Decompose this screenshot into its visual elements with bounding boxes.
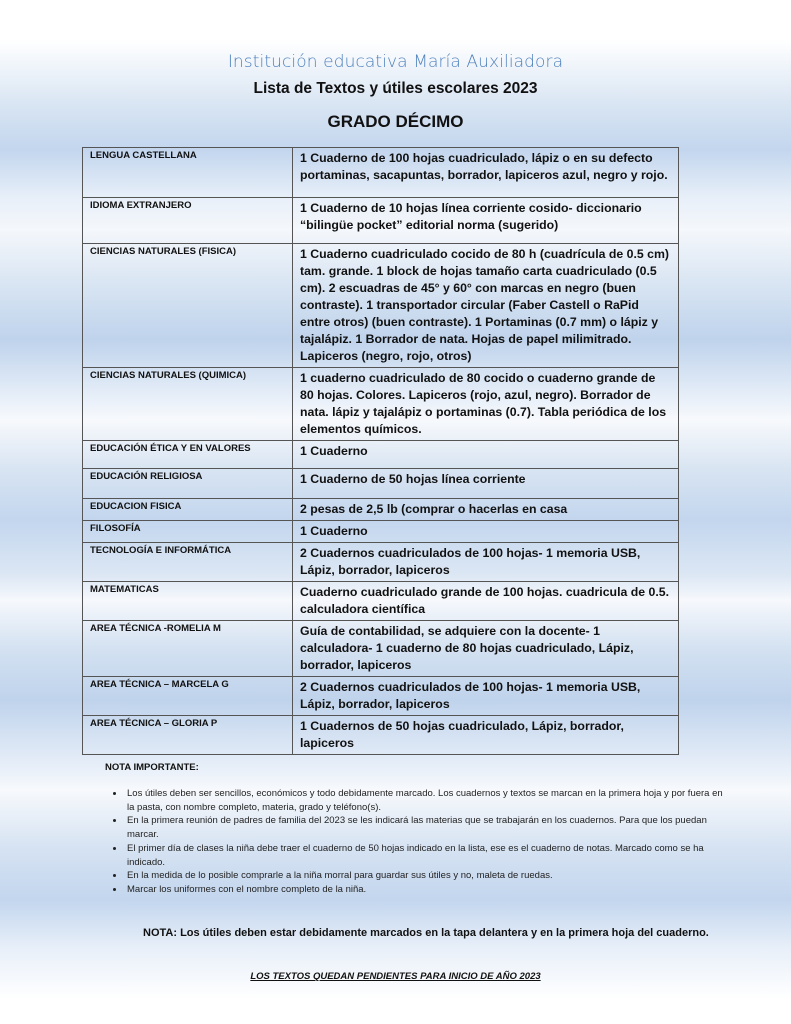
supplies-table: [82, 147, 679, 755]
table-row: [83, 244, 679, 368]
list-item: • Los útiles deben ser sencillos, económicos y todo debidamente marcado. Los cuadernos y textos se marcan en la primera hoja y por fuera en la pasta, con nombre completo, materia, grado y teléfono(s).: [125, 787, 730, 814]
table-row: [83, 469, 679, 499]
subject-cell: FILOSOFÍA: [83, 521, 293, 543]
table-row: [83, 677, 679, 716]
subject-cell: AREA TÉCNICA – MARCELA G: [83, 677, 293, 716]
notes-list: [105, 787, 730, 897]
footer: [0, 966, 791, 984]
items-cell: 1 Cuaderno de 50 hojas línea corriente: [293, 469, 679, 499]
subject-cell: LENGUA CASTELLANA: [83, 148, 293, 198]
items-cell: 1 Cuadernos de 50 hojas cuadriculado, Lápiz, borrador, lapiceros: [293, 716, 679, 755]
list-item: • En la primera reunión de padres de familia del 2023 se les indicará las materias que se trabajarán en los cuadernos. Para que los puedan marcar.: [125, 814, 730, 841]
items-cell: 2 pesas de 2,5 lb (comprar o hacerlas en casa: [293, 499, 679, 521]
items-cell: 1 Cuaderno de 10 hojas línea corriente cosido- diccionario “bilingüe pocket” editorial norma (sugerido): [293, 198, 679, 244]
list-item: • Marcar los uniformes con el nombre completo de la niña.: [125, 883, 730, 897]
table-row: [83, 368, 679, 441]
items-cell: 1 cuaderno cuadriculado de 80 cocido o cuaderno grande de 80 hojas. Colores. Lapiceros (rojo, azul, negro). Borrador de nata. lápiz y tajalápiz o portaminas (0.7). Tabla periódica de los elementos químicos.: [293, 368, 679, 441]
items-cell: 1 Cuaderno: [293, 521, 679, 543]
document-header: [0, 52, 791, 132]
list-item: • El primer día de clases la niña debe traer el cuaderno de 50 hojas indicado en la lista, ese es el cuaderno de notas. Marcado como se ha indicado.: [125, 842, 730, 869]
items-cell: 2 Cuadernos cuadriculados de 100 hojas- 1 memoria USB, Lápiz, borrador, lapiceros: [293, 543, 679, 582]
footer-text: LOS TEXTOS QUEDAN PENDIENTES PARA INICIO DE AÑO 2023: [250, 971, 541, 982]
subject-cell: TECNOLOGÍA E INFORMÁTICA: [83, 543, 293, 582]
subject-cell: CIENCIAS NATURALES (FISICA): [83, 244, 293, 368]
notes-title: NOTA IMPORTANTE:: [105, 762, 199, 773]
items-cell: Cuaderno cuadriculado grande de 100 hojas. cuadricula de 0.5. calculadora científica: [293, 582, 679, 621]
subject-cell: CIENCIAS NATURALES (QUIMICA): [83, 368, 293, 441]
subject-cell: EDUCACIÓN ÉTICA Y EN VALORES: [83, 441, 293, 469]
items-cell: 1 Cuaderno de 100 hojas cuadriculado, lápiz o en su defecto portaminas, sacapuntas, borrador, lapiceros azul, negro y rojo.: [293, 148, 679, 198]
subject-cell: IDIOMA EXTRANJERO: [83, 198, 293, 244]
document-subtitle: Lista de Textos y útiles escolares 2023: [253, 80, 538, 97]
subject-cell: EDUCACIÓN RELIGIOSA: [83, 469, 293, 499]
table-row: [83, 521, 679, 543]
table-row: [83, 716, 679, 755]
subject-cell: AREA TÉCNICA -ROMELIA M: [83, 621, 293, 677]
marking-note: NOTA: Los útiles deben estar debidamente marcados en la tapa delantera y en la primera hoja del cuaderno.: [143, 927, 709, 939]
list-item: • En la medida de lo posible comprarle a la niña morral para guardar sus útiles y no, maleta de ruedas.: [125, 869, 730, 883]
subject-cell: MATEMATICAS: [83, 582, 293, 621]
grade-title: GRADO DÉCIMO: [327, 112, 464, 131]
table-row: [83, 621, 679, 677]
items-cell: 1 Cuaderno cuadriculado cocido de 80 h (cuadrícula de 0.5 cm) tam. grande. 1 block de hojas tamaño carta cuadriculado (0.5 cm). 2 escuadras de 45° y 60° con marcas en negro (buen contraste). 1 transportador circular (Faber Castell o RaPid entre otros) (buen contraste). 1 Portaminas (0.7 mm) o lápiz y tajalápiz. 1 Borrador de nata. Hojas de papel milimitrado. Lapiceros (negro, rojo, otros): [293, 244, 679, 368]
items-cell: 1 Cuaderno: [293, 441, 679, 469]
table-row: [83, 543, 679, 582]
table-row: [83, 499, 679, 521]
items-cell: Guía de contabilidad, se adquiere con la docente- 1 calculadora- 1 cuaderno de 80 hojas cuadriculado, Lápiz, borrador, lapiceros: [293, 621, 679, 677]
important-notes: [105, 762, 730, 897]
table-row: [83, 582, 679, 621]
table-row: [83, 148, 679, 198]
table-row: [83, 198, 679, 244]
items-cell: 2 Cuadernos cuadriculados de 100 hojas- 1 memoria USB, Lápiz, borrador, lapiceros: [293, 677, 679, 716]
table-row: [83, 441, 679, 469]
subject-cell: AREA TÉCNICA – GLORIA P: [83, 716, 293, 755]
subject-cell: EDUCACION FISICA: [83, 499, 293, 521]
institution-name: Institución educativa María Auxiliadora: [227, 52, 564, 72]
